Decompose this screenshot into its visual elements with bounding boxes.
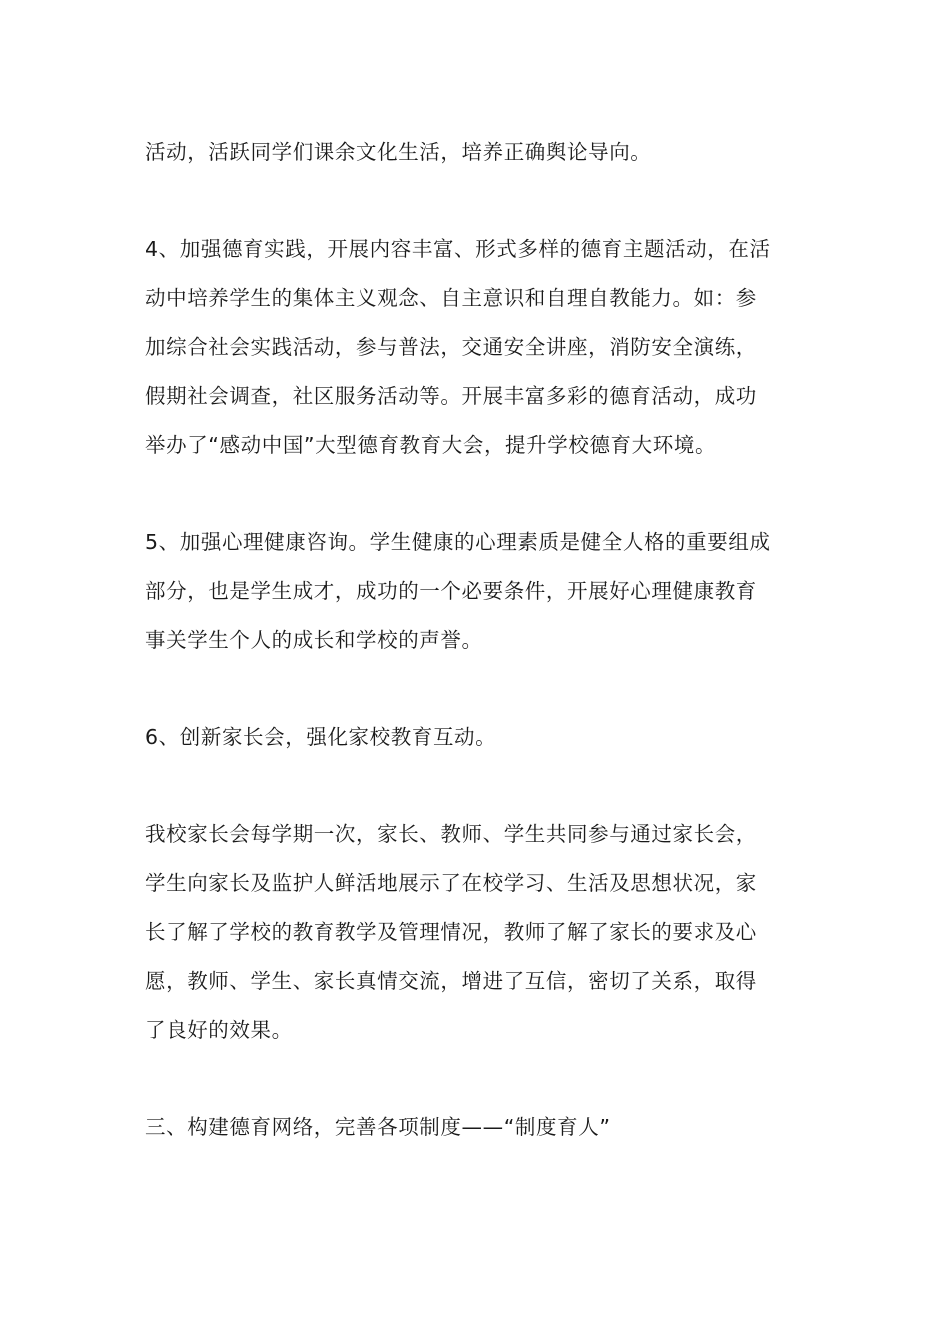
text-line: 了良好的效果。 xyxy=(145,1018,293,1042)
text-line: 三、构建德育网络，完善各项制度——“制度育人” xyxy=(145,1115,611,1139)
text-line: 学生向家长及监护人鲜活地展示了在校学习、生活及思想状况，家 xyxy=(145,871,757,895)
text-line: 6、创新家长会，强化家校教育互动。 xyxy=(145,725,497,749)
text-line: 事关学生个人的成长和学校的声誉。 xyxy=(145,628,483,652)
paragraph-item-4 xyxy=(145,225,810,470)
text-line: 长了解了学校的教育教学及管理情况，教师了解了家长的要求及心 xyxy=(145,920,757,944)
paragraph-item-5 xyxy=(145,518,810,665)
paragraph-activity-continuation xyxy=(145,128,810,177)
text-line: 活动，活跃同学们课余文化生活，培养正确舆论导向。 xyxy=(145,140,652,164)
paragraph-item-6 xyxy=(145,713,810,762)
section-heading-three xyxy=(145,1103,810,1152)
text-line: 我校家长会每学期一次，家长、教师、学生共同参与通过家长会， xyxy=(145,822,757,846)
text-line: 动中培养学生的集体主义观念、自主意识和自理自教能力。如：参 xyxy=(145,286,757,310)
text-line: 部分，也是学生成才，成功的一个必要条件，开展好心理健康教育 xyxy=(145,579,757,603)
text-line: 愿，教师、学生、家长真情交流，增进了互信，密切了关系，取得 xyxy=(145,969,757,993)
text-line: 加综合社会实践活动，参与普法，交通安全讲座，消防安全演练， xyxy=(145,335,757,359)
text-line: 5、加强心理健康咨询。学生健康的心理素质是健全人格的重要组成 xyxy=(145,530,771,554)
paragraph-parent-meeting xyxy=(145,810,810,1055)
text-line: 4、加强德育实践，开展内容丰富、形式多样的德育主题活动，在活 xyxy=(145,237,771,261)
text-line: 假期社会调查，社区服务活动等。开展丰富多彩的德育活动，成功 xyxy=(145,384,757,408)
text-line: 举办了“感动中国”大型德育教育大会，提升学校德育大环境。 xyxy=(145,433,717,457)
document-body xyxy=(145,128,810,1200)
